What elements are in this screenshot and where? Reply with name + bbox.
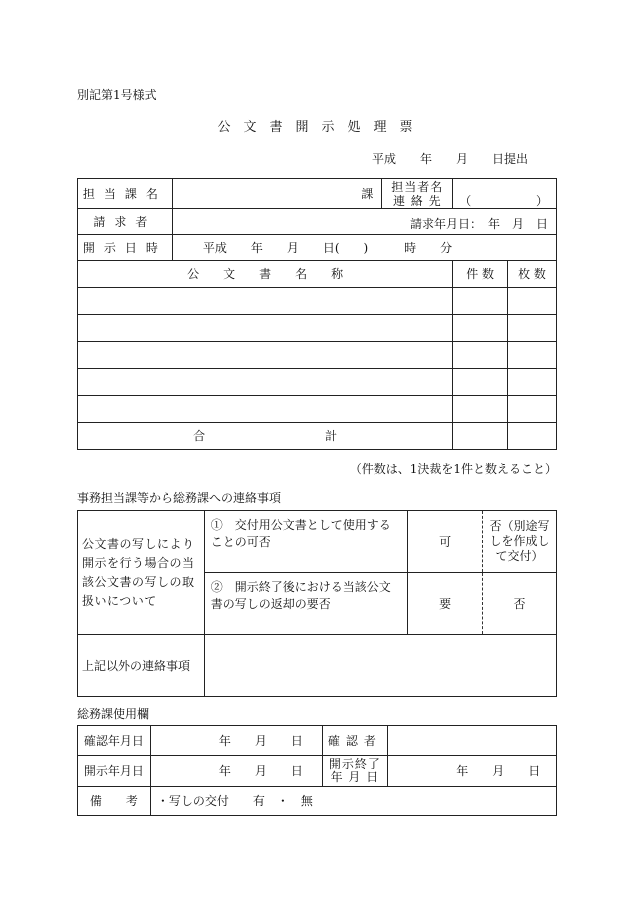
doc-name-header: 公 文 書 名 称 — [78, 261, 453, 288]
request-date: 請求年月日： 年 月 日 — [409, 217, 548, 231]
disclosure-date-field[interactable] — [150, 756, 322, 787]
table-row — [78, 288, 557, 315]
confirm-date-label: 確認年月日 — [78, 726, 151, 756]
q2-yes-option[interactable]: 要 — [408, 573, 483, 635]
disclosure-label: 開示日時 — [78, 235, 173, 261]
sheets-cell[interactable] — [508, 288, 557, 315]
table-row — [78, 342, 557, 369]
end-date-field[interactable] — [388, 756, 557, 787]
end-label-line1: 開示終了 — [328, 757, 381, 771]
total-sheets-cell[interactable] — [508, 423, 557, 450]
end-date-value: 年 月 日 — [456, 764, 541, 778]
staff-paren-open: （ — [459, 193, 472, 208]
requester-label: 請求者 — [78, 209, 173, 235]
total-count-cell[interactable] — [453, 423, 508, 450]
confirm-date-field[interactable] — [150, 726, 322, 756]
dept-field[interactable] — [172, 179, 382, 209]
confirmer-field[interactable] — [388, 726, 557, 756]
count-cell[interactable] — [453, 288, 508, 315]
dept-label: 担当課名 — [78, 179, 173, 209]
q1-yes-option[interactable]: 可 — [408, 511, 483, 573]
other-field[interactable] — [204, 635, 556, 697]
q1-no-option[interactable]: 否（別途写しを作成して交付） — [483, 511, 557, 573]
remarks-value: ・写しの交付 有 ・ 無 — [156, 794, 313, 808]
admin-heading: 総務課使用欄 — [77, 707, 150, 721]
form-id: 別記第1号様式 — [77, 88, 157, 102]
contact-table — [77, 510, 557, 697]
doc-name-cell[interactable] — [78, 342, 453, 369]
disclosure-date-value: 年 月 日 — [218, 764, 303, 778]
count-cell[interactable] — [453, 369, 508, 396]
staff-label-contact: 連 絡 先 — [392, 193, 442, 208]
remarks-field[interactable] — [150, 787, 556, 816]
staff-field[interactable] — [453, 179, 557, 209]
sheets-header: 枚 数 — [508, 261, 557, 288]
end-label-line2: 年 月 日 — [330, 770, 380, 784]
q2-no-option[interactable]: 否 — [483, 573, 557, 635]
doc-name-cell[interactable] — [78, 315, 453, 342]
confirm-date-value: 年 月 日 — [218, 733, 303, 748]
disclosure-value: 平成 年 月 日( ) 時 分 — [202, 240, 453, 255]
count-cell[interactable] — [453, 342, 508, 369]
doc-name-cell[interactable] — [78, 288, 453, 315]
disclosure-field[interactable] — [172, 235, 556, 261]
q1-label: ① 交付用公文書として使用することの可否 — [204, 511, 408, 573]
staff-label-name: 担当者名 — [391, 179, 444, 194]
doc-name-cell[interactable] — [78, 396, 453, 423]
table-row — [78, 369, 557, 396]
staff-paren-close: ） — [535, 193, 548, 208]
doc-name-cell[interactable] — [78, 369, 453, 396]
confirmer-label: 確認者 — [322, 726, 388, 756]
copy-handling-label: 公文書の写しにより開示を行う場合の当該公文書の写しの取扱いについて — [78, 511, 205, 635]
requester-field[interactable] — [172, 209, 556, 235]
contact-heading: 事務担当課等から総務課への連絡事項 — [77, 491, 282, 505]
sheets-cell[interactable] — [508, 396, 557, 423]
table-row — [78, 315, 557, 342]
sheets-cell[interactable] — [508, 315, 557, 342]
other-label: 上記以外の連絡事項 — [78, 635, 205, 697]
total-label: 合 計 — [78, 423, 453, 450]
disclosure-date-label: 開示年月日 — [78, 756, 151, 787]
count-cell[interactable] — [453, 396, 508, 423]
submission-date: 平成 年 月 日提出 — [372, 152, 529, 166]
count-cell[interactable] — [453, 315, 508, 342]
staff-label — [382, 179, 453, 209]
sheets-cell[interactable] — [508, 369, 557, 396]
dept-unit: 課 — [361, 186, 374, 201]
q2-label: ② 開示終了後における当該公文書の写しの返却の要否 — [204, 573, 408, 635]
header-table — [77, 178, 557, 450]
sheets-cell[interactable] — [508, 342, 557, 369]
end-date-label — [322, 756, 388, 787]
admin-table — [77, 725, 557, 816]
table-row — [78, 396, 557, 423]
page-title: 公 文 書 開 示 処 理 票 — [217, 120, 413, 135]
remarks-label: 備 考 — [78, 787, 151, 816]
count-note: （件数は、1決裁を1件と数えること） — [349, 462, 557, 476]
count-header: 件 数 — [453, 261, 508, 288]
